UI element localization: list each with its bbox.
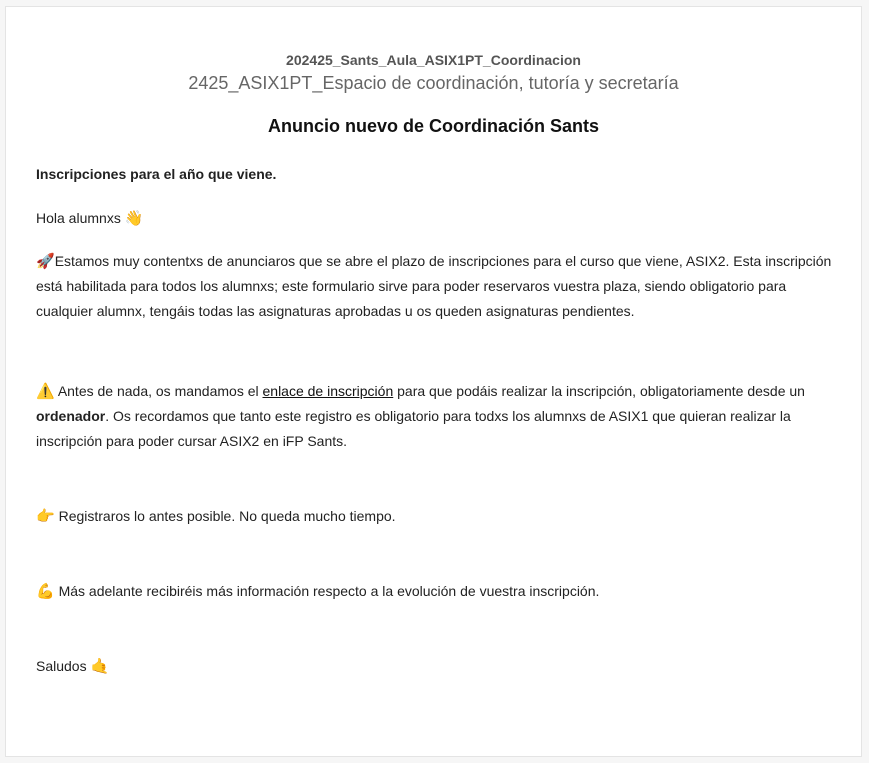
greeting <box>36 206 836 231</box>
registration-link[interactable]: enlace de inscripción <box>262 383 394 399</box>
announcement-body <box>36 162 836 679</box>
greeting-text: Hola alumnxs <box>36 210 121 226</box>
closing-text: Saludos <box>36 658 87 674</box>
announcement-subject: Inscripciones para el año que viene. <box>36 166 277 182</box>
flexed-biceps-icon: 💪 <box>36 582 55 600</box>
paragraph-text: para que podáis realizar la inscripción, obligatoriamente desde un <box>397 383 805 399</box>
paragraph-text: . Os recordamos que tanto este registro es obligatorio para todxs los alumnxs de ASIX1 que quieran realizar la inscripción para poder cursar ASIX2 en iFP Sants. <box>36 408 791 449</box>
paragraph-bold-text: ordenador <box>36 408 106 424</box>
course-name: 2425_ASIX1PT_Espacio de coordinación, tutoría y secretaría <box>188 73 679 93</box>
pointing-hand-icon: 👉 <box>36 507 55 525</box>
call-me-hand-icon: 🤙 <box>90 657 110 675</box>
waving-hand-icon: 👋 <box>124 209 144 227</box>
paragraph-registration-open <box>36 249 836 324</box>
closing <box>36 654 836 679</box>
paragraph-register-soon <box>36 504 836 529</box>
paragraph-text: Antes de nada, os mandamos el <box>57 383 259 399</box>
paragraph-registration-link <box>36 379 836 454</box>
paragraph-more-info <box>36 579 836 604</box>
announcement-card <box>5 6 862 757</box>
rocket-icon: 🚀 <box>36 252 55 270</box>
paragraph-text: Registraros lo antes posible. No queda mucho tiempo. <box>58 508 396 524</box>
course-code: 202425_Sants_Aula_ASIX1PT_Coordinacion <box>286 52 581 68</box>
announcement-title: Anuncio nuevo de Coordinación Sants <box>267 116 600 136</box>
warning-icon: ⚠️ <box>36 382 55 400</box>
paragraph-text: Estamos muy contentxs de anunciaros que se abre el plazo de inscripciones para el curso que viene, ASIX2. Esta inscripción está habilitada para todos los alumnxs; este formulario sirve para poder reservaros vuestra plaza, siendo obligatorio para cualquier alumnx, tengáis todas las asignaturas aprobadas u os queden asignaturas pendientes. <box>36 253 832 319</box>
paragraph-text: Más adelante recibiréis más información respecto a la evolución de vuestra inscripción. <box>58 583 600 599</box>
